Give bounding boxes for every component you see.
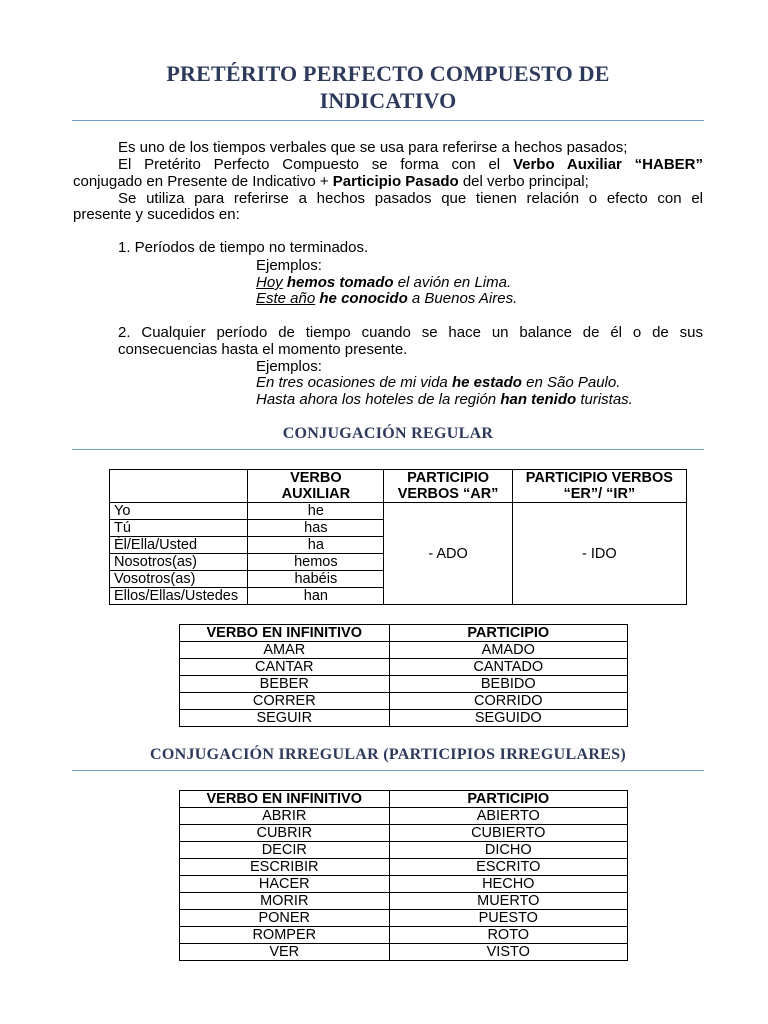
table-row xyxy=(180,876,628,893)
regular-verbs-table xyxy=(179,624,628,727)
example-verb: he estado xyxy=(451,374,522,391)
example-verb: hemos tomado xyxy=(286,274,394,291)
header-empty-cell xyxy=(110,470,248,503)
case2-heading-line-2: consecuencias hasta el momento presente. xyxy=(118,341,408,358)
example-verb: he conocido xyxy=(319,290,408,307)
example-time-marker: Hoy xyxy=(256,274,283,291)
infinitive-cell: PONER xyxy=(180,910,390,927)
section-divider xyxy=(72,449,704,450)
header-er-ir: PARTICIPIO VERBOS “ER”/ “IR” xyxy=(512,470,686,503)
table-row xyxy=(110,503,687,520)
pronoun-cell: Él/Ella/Usted xyxy=(110,537,248,554)
infinitive-cell: ABRIR xyxy=(180,808,390,825)
pronoun-cell: Tú xyxy=(110,520,248,537)
table-row xyxy=(180,893,628,910)
table-row xyxy=(180,710,628,727)
header-infinitive: VERBO EN INFINITIVO xyxy=(180,625,390,642)
pronoun-cell: Vosotros(as) xyxy=(110,571,248,588)
intro-line-5: presente y sucedidos en: xyxy=(73,206,240,223)
infinitive-cell: SEGUIR xyxy=(180,710,390,727)
aux-cell: habéis xyxy=(248,571,384,588)
table-row xyxy=(180,944,628,961)
participle-cell: DICHO xyxy=(389,842,627,859)
infinitive-cell: AMAR xyxy=(180,642,390,659)
case2-example-2 xyxy=(256,391,633,408)
participle-cell: CANTADO xyxy=(389,659,627,676)
example-text: el avión en Lima. xyxy=(397,274,512,291)
irregular-verbs-table xyxy=(179,790,628,961)
header-infinitive: VERBO EN INFINITIVO xyxy=(180,791,390,808)
participle-cell: MUERTO xyxy=(389,893,627,910)
participle-cell: AMADO xyxy=(389,642,627,659)
case1-examples-label: Ejemplos: xyxy=(256,257,322,274)
table-row xyxy=(180,859,628,876)
participle-cell: SEGUIDO xyxy=(389,710,627,727)
infinitive-cell: BEBER xyxy=(180,676,390,693)
table-row xyxy=(180,927,628,944)
table-row xyxy=(180,825,628,842)
example-text: Hasta ahora los hoteles de la región xyxy=(256,391,497,408)
participle-cell: CUBIERTO xyxy=(389,825,627,842)
page-title xyxy=(72,60,704,114)
title-line-2: INDICATIVO xyxy=(319,88,457,113)
intro-line-3 xyxy=(73,173,589,190)
table-header-row xyxy=(180,625,628,642)
intro-text: El Pretérito Perfecto Compuesto se forma con el xyxy=(118,156,501,173)
case2-examples-label: Ejemplos: xyxy=(256,358,322,375)
case1-example-1 xyxy=(256,274,511,291)
example-text: turistas. xyxy=(580,391,633,408)
title-divider xyxy=(72,120,704,121)
pronoun-cell: Nosotros(as) xyxy=(110,554,248,571)
intro-line-2 xyxy=(118,156,703,173)
participle-cell: ABIERTO xyxy=(389,808,627,825)
infinitive-cell: ROMPER xyxy=(180,927,390,944)
case2-example-1 xyxy=(256,374,620,391)
table-row xyxy=(180,676,628,693)
infinitive-cell: VER xyxy=(180,944,390,961)
pronoun-cell: Ellos/Ellas/Ustedes xyxy=(110,588,248,605)
aux-cell: han xyxy=(248,588,384,605)
conjugation-table xyxy=(109,469,687,605)
infinitive-cell: DECIR xyxy=(180,842,390,859)
table-row xyxy=(180,808,628,825)
title-line-1: PRETÉRITO PERFECTO COMPUESTO DE xyxy=(166,61,610,86)
table-row xyxy=(180,842,628,859)
example-text: en São Paulo. xyxy=(526,374,621,391)
infinitive-cell: CANTAR xyxy=(180,659,390,676)
aux-cell: has xyxy=(248,520,384,537)
table-row xyxy=(180,659,628,676)
table-header-row xyxy=(110,470,687,503)
participle-cell: PUESTO xyxy=(389,910,627,927)
er-ir-ending-cell: - IDO xyxy=(512,503,686,605)
infinitive-cell: MORIR xyxy=(180,893,390,910)
participle-cell: HECHO xyxy=(389,876,627,893)
example-verb: han tenido xyxy=(500,391,577,408)
intro-line-1: Es uno de los tiempos verbales que se usa para referirse a hechos pasados; xyxy=(118,139,628,156)
header-participle: PARTICIPIO xyxy=(389,791,627,808)
intro-text: conjugado en Presente de Indicativo + xyxy=(73,173,329,190)
table-row xyxy=(180,910,628,927)
intro-line-4: Se utiliza para referirse a hechos pasados que tienen relación o efecto con el xyxy=(118,190,703,207)
participle-cell: VISTO xyxy=(389,944,627,961)
infinitive-cell: CORRER xyxy=(180,693,390,710)
participle-cell: BEBIDO xyxy=(389,676,627,693)
infinitive-cell: HACER xyxy=(180,876,390,893)
example-text: En tres ocasiones de mi vida xyxy=(256,374,448,391)
case1-heading: 1. Períodos de tiempo no terminados. xyxy=(118,239,369,256)
section-divider xyxy=(72,770,704,771)
table-header-row xyxy=(180,791,628,808)
intro-bold-aux: Verbo Auxiliar “HABER” xyxy=(512,156,704,173)
participle-cell: ROTO xyxy=(389,927,627,944)
aux-cell: hemos xyxy=(248,554,384,571)
case1-example-2 xyxy=(256,290,517,307)
aux-cell: ha xyxy=(248,537,384,554)
header-aux: VERBO AUXILIAR xyxy=(248,470,384,503)
table-row xyxy=(180,642,628,659)
case2-heading-line-1: 2. Cualquier período de tiempo cuando se hace un balance de él o de sus xyxy=(118,324,703,341)
ar-ending-cell: - ADO xyxy=(384,503,512,605)
infinitive-cell: ESCRIBIR xyxy=(180,859,390,876)
intro-bold-participle: Participio Pasado xyxy=(332,173,459,190)
infinitive-cell: CUBRIR xyxy=(180,825,390,842)
intro-text: del verbo principal; xyxy=(462,173,589,190)
header-participle: PARTICIPIO xyxy=(389,625,627,642)
header-ar: PARTICIPIO VERBOS “AR” xyxy=(384,470,512,503)
participle-cell: ESCRITO xyxy=(389,859,627,876)
table-row xyxy=(180,693,628,710)
section-heading-irregular: CONJUGACIÓN IRREGULAR (PARTICIPIOS IRREGULARES) xyxy=(150,746,626,763)
pronoun-cell: Yo xyxy=(110,503,248,520)
section-heading-regular: CONJUGACIÓN REGULAR xyxy=(282,425,494,442)
aux-cell: he xyxy=(248,503,384,520)
participle-cell: CORRIDO xyxy=(389,693,627,710)
example-text: a Buenos Aires. xyxy=(411,290,518,307)
example-time-marker: Este año xyxy=(256,290,316,307)
